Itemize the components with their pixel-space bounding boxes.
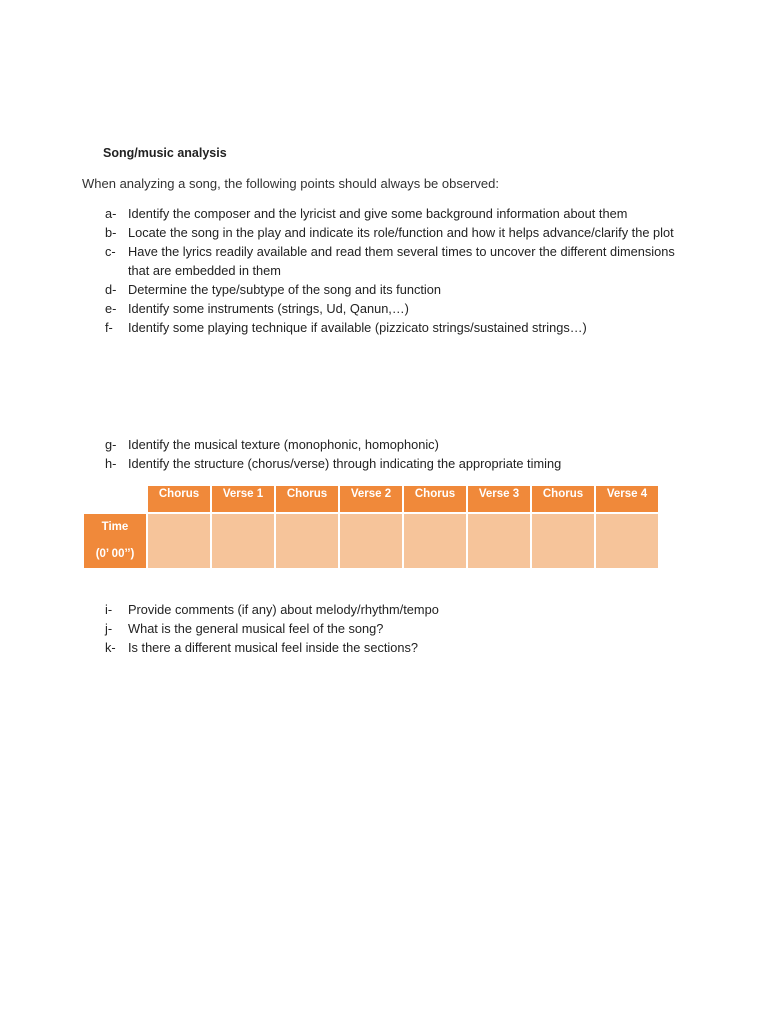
list-item — [105, 454, 680, 473]
list-item — [105, 619, 680, 638]
list-item — [105, 435, 680, 454]
list-item — [105, 280, 680, 299]
list-item-text: Determine the type/subtype of the song and its function — [128, 282, 442, 297]
list-marker: k- — [105, 640, 116, 655]
list-marker: g- — [105, 437, 117, 452]
table-header-cell: Chorus — [148, 486, 210, 512]
list-item — [105, 318, 680, 337]
timing-input-cell[interactable] — [596, 514, 658, 568]
table-header-cell: Verse 3 — [468, 486, 530, 512]
structure-timing-table — [82, 484, 660, 570]
list-marker: b- — [105, 225, 117, 240]
time-format-label: (0’ 00’’) — [95, 548, 135, 560]
timing-input-cell[interactable] — [148, 514, 210, 568]
list-marker: d- — [105, 282, 117, 297]
list-marker: h- — [105, 456, 117, 471]
list-item-text: Have the lyrics readily available and read them several times to uncover the different dimensions that are embedded in them — [128, 244, 675, 278]
timing-input-cell[interactable] — [340, 514, 402, 568]
table-row — [84, 514, 658, 568]
table-header-cell: Chorus — [276, 486, 338, 512]
list-item — [105, 299, 680, 318]
list-item-text: Is there a different musical feel inside the sections? — [128, 640, 418, 655]
analysis-points-list-2 — [105, 435, 680, 473]
list-marker: f- — [105, 320, 113, 335]
timing-input-cell[interactable] — [468, 514, 530, 568]
list-item — [105, 223, 680, 242]
intro-text: When analyzing a song, the following points should always be observed: — [82, 176, 499, 191]
table-header-cell: Verse 1 — [212, 486, 274, 512]
timing-input-cell[interactable] — [404, 514, 466, 568]
time-label: Time — [101, 521, 129, 533]
list-item-text: Locate the song in the play and indicate its role/function and how it helps advance/clarify the plot — [128, 225, 674, 240]
list-item-text: Identify the musical texture (monophonic, homophonic) — [128, 437, 439, 452]
list-item-text: What is the general musical feel of the song? — [128, 621, 384, 636]
list-item — [105, 242, 680, 280]
list-marker: i- — [105, 602, 113, 617]
document-title: Song/music analysis — [103, 146, 227, 160]
list-item-text: Identify some playing technique if available (pizzicato strings/sustained strings…) — [128, 320, 587, 335]
list-item — [105, 600, 680, 619]
list-item-text: Identify some instruments (strings, Ud, Qanun,…) — [128, 301, 409, 316]
list-marker: j- — [105, 621, 113, 636]
list-item — [105, 204, 680, 223]
timing-input-cell[interactable] — [276, 514, 338, 568]
list-item-text: Identify the structure (chorus/verse) through indicating the appropriate timing — [128, 456, 562, 471]
list-marker: c- — [105, 244, 116, 259]
analysis-points-list-1 — [105, 204, 680, 337]
table-header-cell: Verse 2 — [340, 486, 402, 512]
list-marker: a- — [105, 206, 117, 221]
list-item-text: Identify the composer and the lyricist and give some background information about them — [128, 206, 628, 221]
timing-input-cell[interactable] — [532, 514, 594, 568]
table-header-cell: Chorus — [532, 486, 594, 512]
list-item-text: Provide comments (if any) about melody/rhythm/tempo — [128, 602, 439, 617]
table-header-row — [84, 486, 658, 512]
list-item — [105, 638, 680, 657]
list-marker: e- — [105, 301, 117, 316]
timing-input-cell[interactable] — [212, 514, 274, 568]
analysis-points-list-3 — [105, 600, 680, 657]
table-header-cell: Chorus — [404, 486, 466, 512]
time-row-label — [84, 514, 146, 568]
table-corner-cell — [84, 486, 146, 512]
table-header-cell: Verse 4 — [596, 486, 658, 512]
